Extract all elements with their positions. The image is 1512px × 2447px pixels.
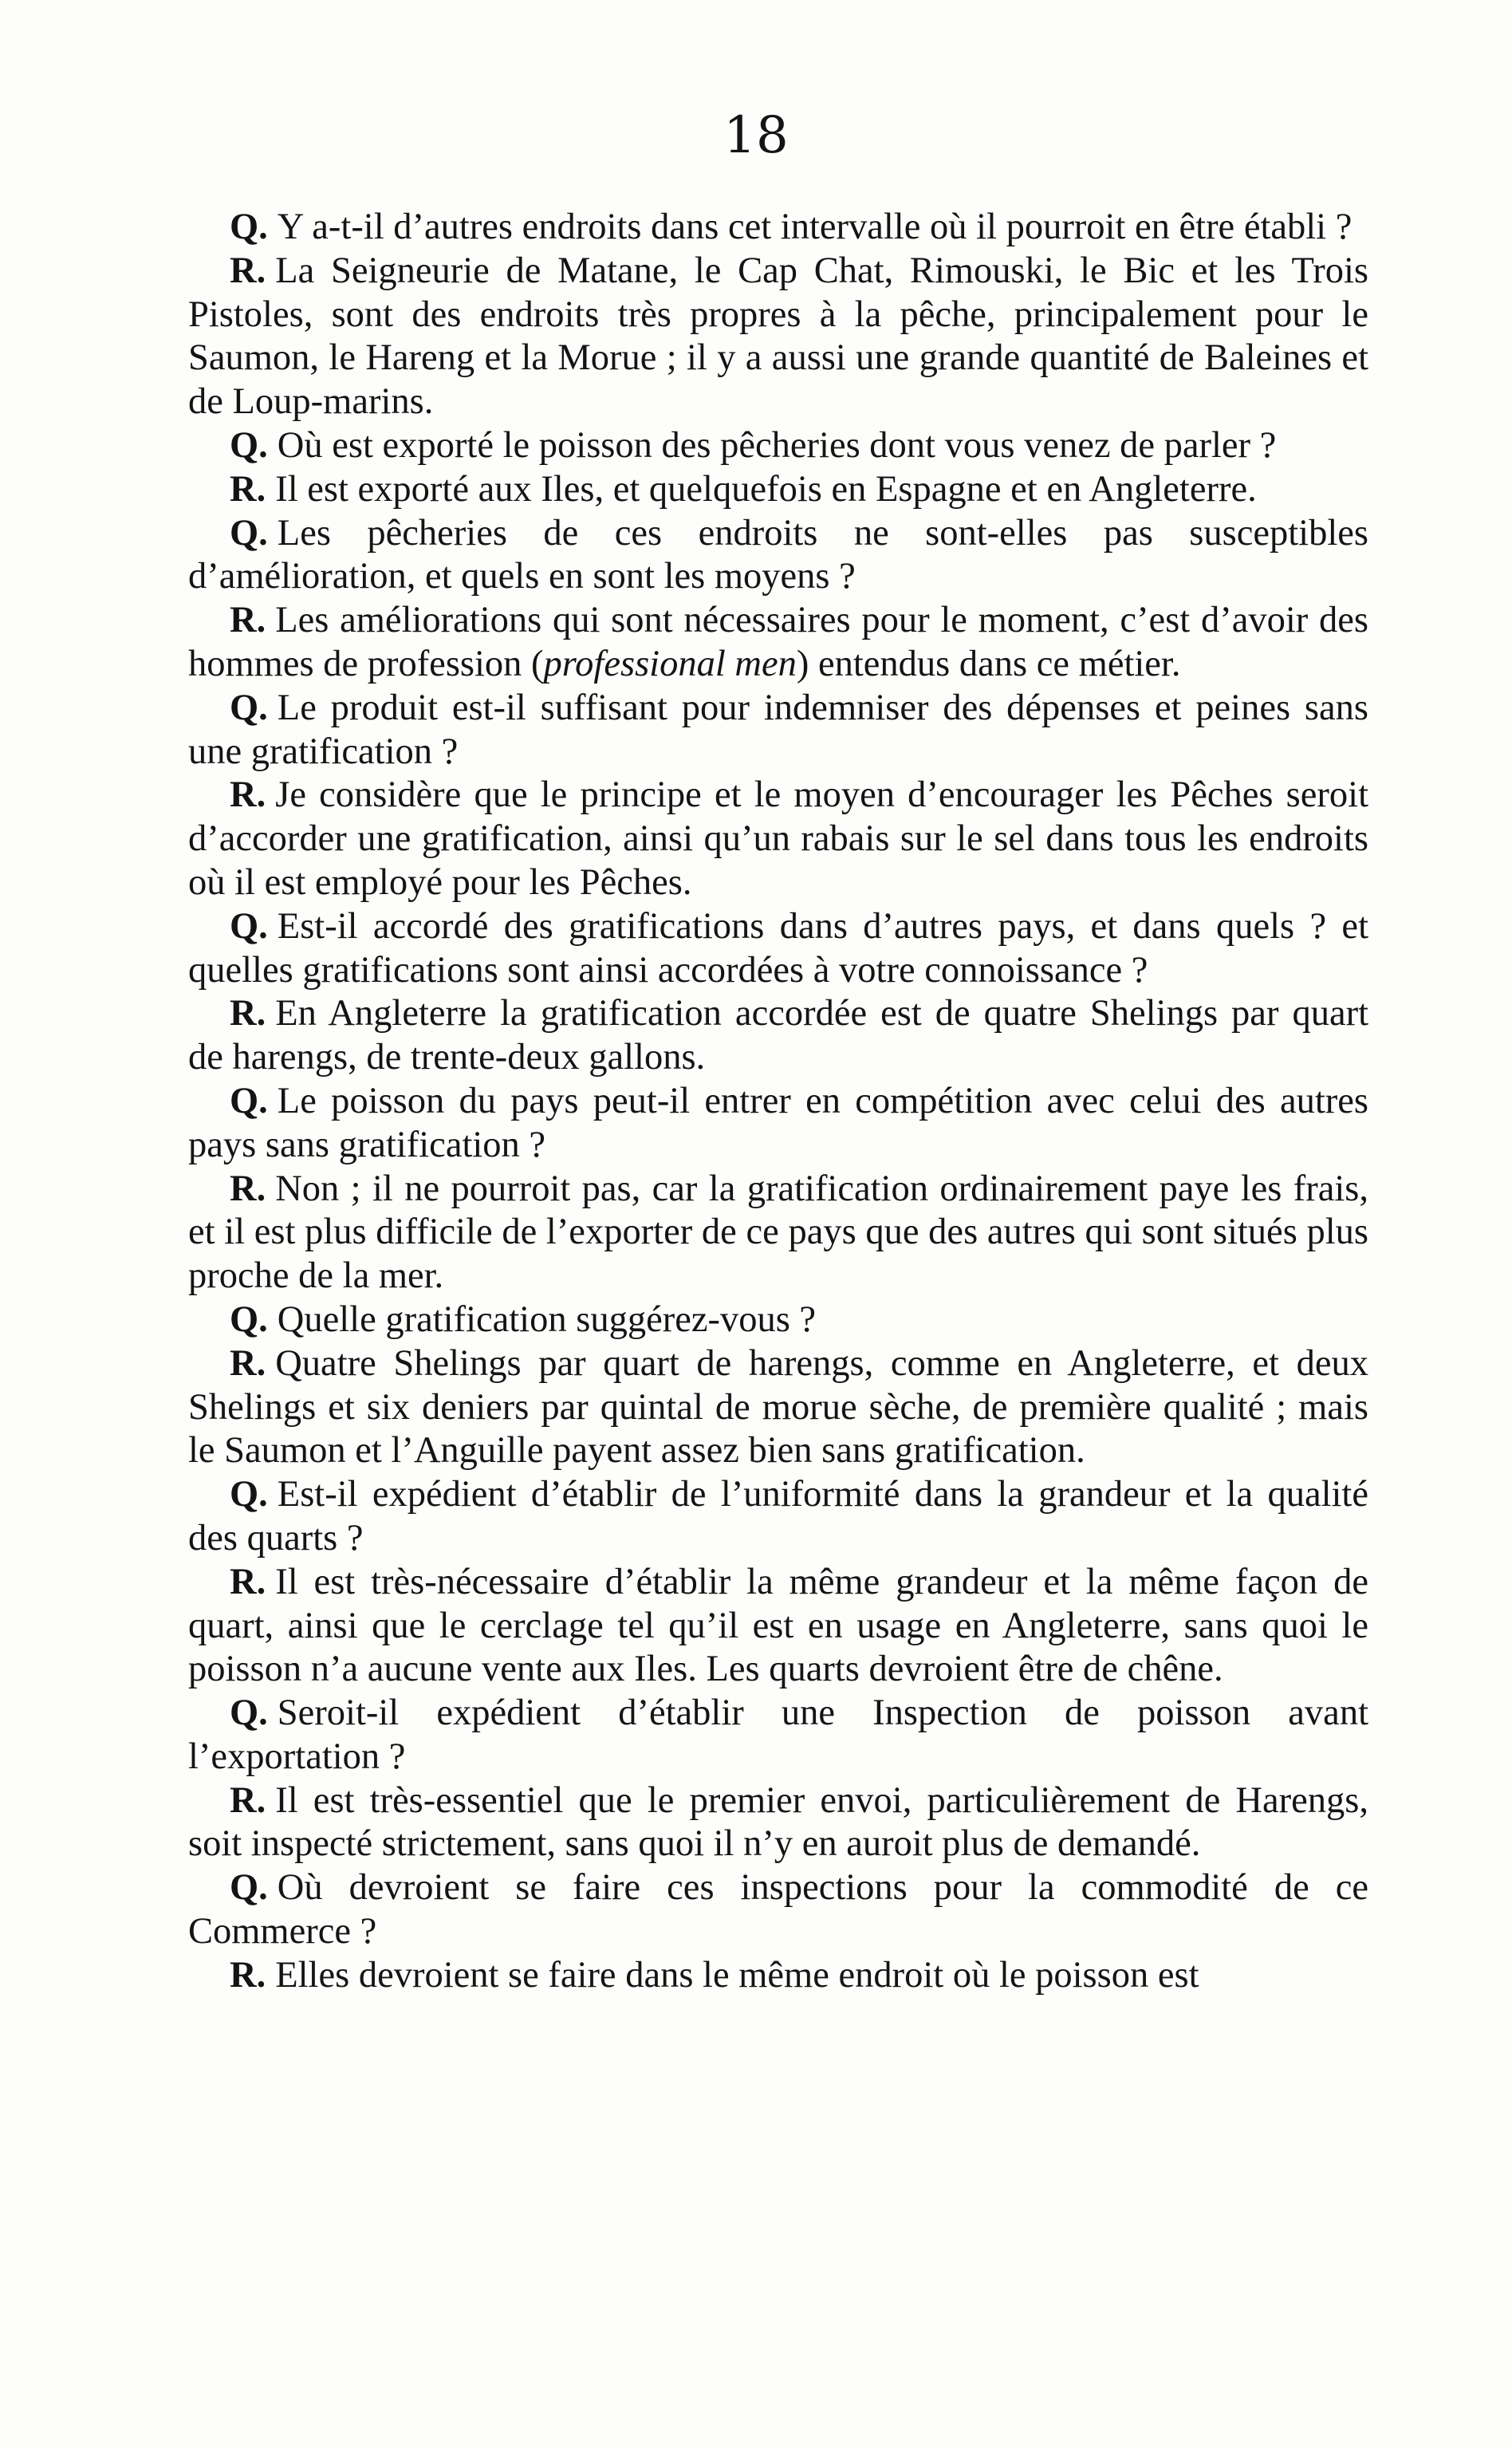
speaker-label: R. [230,1342,266,1384]
entry-text: Il est exporté aux Iles, et quelquefois en Espagne et en Angleterre. [275,468,1257,510]
speaker-label: R. [230,993,266,1034]
entry-text: Où est exporté le poisson des pêcheries dont vous venez de parler ? [277,424,1277,466]
entry-text: Il est très-nécessaire d’établir la même grandeur et la même façon de quart, ainsi que le cerclage tel qu’il est en usage en Angleterre, sans quoi le poisson n’a aucune vente aux Iles. Les quarts devroient être de chêne. [188,1561,1368,1690]
speaker-label: R. [230,250,266,291]
speaker-label: Q. [230,905,268,947]
entry-answer [188,774,1368,904]
entry-text-continued: ) entendus dans ce métier. [796,643,1181,684]
page-number: 18 [723,106,789,165]
speaker-label: Q. [230,424,268,466]
speaker-label: R. [230,1168,266,1209]
speaker-label: Q. [230,1867,268,1909]
speaker-label: R. [230,774,266,816]
entry-question [188,512,1368,600]
entry-question [188,1473,1368,1561]
speaker-label: Q. [230,512,268,554]
entry-text: Où devroient se faire ces inspections pour la commodité de ce Commerce ? [188,1867,1368,1952]
speaker-label: R. [230,1954,266,1996]
entry-question [188,905,1368,993]
entry-text: Quelle gratification suggérez-vous ? [277,1298,817,1340]
entry-question [188,687,1368,774]
entry-text: Les pêcheries de ces endroits ne sont-elles pas susceptibles d’amélioration, et quels en sont les moyens ? [188,512,1368,597]
entry-question [188,1866,1368,1954]
entry-question [188,1692,1368,1779]
speaker-label: Q. [230,687,268,728]
entry-text: En Angleterre la gratification accordée est de quatre Shelings par quart de harengs, de trente-deux gallons. [188,993,1368,1078]
speaker-label: Q. [230,1080,268,1121]
entry-answer [188,1954,1368,1998]
entry-text: Quatre Shelings par quart de harengs, comme en Angleterre, et deux Shelings et six deniers par quintal de morue sèche, de première qualité ; mais le Saumon et l’Anguille payent assez bien sans gratification. [188,1342,1368,1472]
entry-text: Elles devroient se faire dans le même endroit où le poisson est [275,1954,1199,1996]
entry-question [188,1080,1368,1168]
speaker-label: Q. [230,1474,268,1515]
entry-text: Je considère que le principe et le moyen d’encourager les Pêches seroit d’accorder une gratification, ainsi qu’un rabais sur le sel dans tous les endroits où il est employé pour les Pêches. [188,774,1368,903]
entry-answer [188,1779,1368,1867]
entry-italic-text: professional men [543,643,797,684]
page-body [188,206,1368,1998]
entry-text: La Seigneurie de Matane, le Cap Chat, Rimouski, le Bic et les Trois Pistoles, sont des endroits très propres à la pêche, principalement pour le Saumon, le Hareng et la Morue ; il y a aussi une grande quantité de Baleines et de Loup-marins. [188,250,1368,423]
entry-text: Il est très-essentiel que le premier envoi, particulièrement de Harengs, soit inspecté strictement, sans quoi il n’y en auroit plus de demandé. [188,1779,1368,1865]
entry-text: Est-il accordé des gratifications dans d’autres pays, et dans quels ? et quelles gratifications sont ainsi accordées à votre connoissance ? [188,905,1368,991]
entry-question [188,206,1368,250]
speaker-label: Q. [230,207,268,247]
speaker-label: R. [230,468,266,510]
speaker-label: Q. [230,1298,268,1340]
entry-text: Y a-t-il d’autres endroits dans cet intervalle où il pourroit en être établi ? [277,207,1353,247]
speaker-label: Q. [230,1692,268,1734]
entry-answer [188,1168,1368,1298]
entry-answer [188,1561,1368,1692]
entry-text: Seroit-il expédient d’établir une Inspection de poisson avant l’exportation ? [188,1692,1368,1777]
speaker-label: R. [230,1779,266,1821]
entry-text: Les améliorations qui sont nécessaires pour le moment, c’est d’avoir des hommes de profession ( [188,600,1368,684]
speaker-label: R. [230,1561,266,1602]
entry-text: Le poisson du pays peut-il entrer en compétition avec celui des autres pays sans gratification ? [188,1080,1368,1165]
entry-answer [188,250,1368,424]
entry-text: Le produit est-il suffisant pour indemniser des dépenses et peines sans une gratification ? [188,687,1368,772]
entry-answer [188,599,1368,687]
entry-answer [188,992,1368,1080]
entry-answer [188,1342,1368,1473]
entry-text: Est-il expédient d’établir de l’uniformité dans la grandeur et la qualité des quarts ? [188,1474,1368,1558]
entry-answer [188,468,1368,512]
entry-question [188,1298,1368,1342]
speaker-label: R. [230,600,266,641]
entry-question [188,424,1368,468]
entry-text: Non ; il ne pourroit pas, car la gratification ordinairement paye les frais, et il est plus difficile de l’exporter de ce pays que des autres qui sont situés plus proche de la mer. [188,1168,1368,1297]
